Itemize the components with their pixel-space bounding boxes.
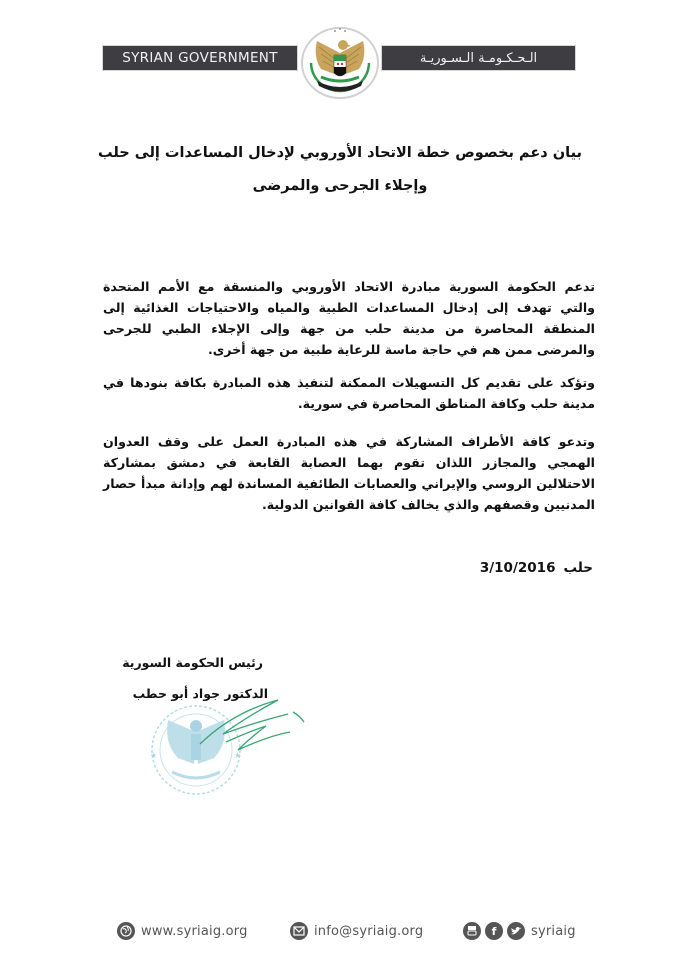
dateline-place: حلب bbox=[563, 560, 593, 576]
seal-stamp-icon bbox=[138, 692, 308, 802]
dateline bbox=[480, 560, 593, 576]
email-link[interactable]: info@syriaig.org bbox=[314, 923, 424, 939]
social-handle[interactable]: syriaig bbox=[531, 923, 576, 939]
header-bar-arabic bbox=[381, 45, 576, 71]
eagle-emblem-icon bbox=[299, 23, 381, 99]
globe-icon bbox=[117, 922, 135, 940]
svg-text:★: ★ bbox=[234, 751, 242, 760]
website-link[interactable]: www.syriaig.org bbox=[141, 923, 248, 939]
footer-website[interactable] bbox=[117, 918, 248, 944]
svg-text:★: ★ bbox=[150, 751, 158, 760]
dateline-date: 3/10/2016 bbox=[479, 560, 556, 576]
footer-social bbox=[463, 918, 576, 944]
statement-title-line-1: بيان دعم بخصوص خطة الاتحاد الأوروبي لإدخال المساعدات إلى حلب bbox=[98, 145, 582, 161]
header-bar-english bbox=[102, 45, 298, 71]
body-paragraph-2: وتؤكد على تقديم كل التسهيلات الممكنة لتنفيذ هذه المبادرة بكافة بنودها في مدينة حلب وكافة المناطق المحاصرة في سورية. bbox=[103, 375, 595, 411]
signatory-name: الدكتور جواد أبو حطب bbox=[132, 686, 268, 701]
body-paragraph-1: تدعم الحكومة السورية مبادرة الاتحاد الأوروبي والمنسقة مع الأمم المتحدة والتي تهدف إلى إدخال المساعدات الطبية والمياه والاحتياجات الغذائية إلى المنطقة المحاصرة من مدينة حلب من جهة وإلى الإجلاء الطبي للجرحى والمرضى ممن هم في حاجة ماسة للرعاية طبية من جهة أخرى. bbox=[103, 279, 595, 357]
header-title-arabic: الـحـكـومـة الـسـوريـة bbox=[419, 50, 538, 66]
header-title-english: SYRIAN GOVERNMENT bbox=[122, 50, 278, 66]
government-emblem-logo bbox=[299, 23, 381, 99]
mail-icon bbox=[290, 922, 308, 940]
signatory-position: رئيس الحكومة السورية bbox=[122, 655, 263, 670]
footer-email[interactable] bbox=[290, 918, 423, 944]
twitter-icon[interactable] bbox=[507, 922, 525, 940]
official-stamp-with-signature bbox=[138, 692, 308, 802]
youtube-icon[interactable] bbox=[463, 922, 481, 940]
body-paragraph-3: وتدعو كافة الأطراف المشاركة في هذه المبادرة العمل على وقف العدوان الهمجي والمجازر اللذان تقوم بهما العصابة القابعة في دمشق بمشاركة الاحتلالين الروسي والإيراني والعصابات الطائفية المساندة لهم وإدانة مبدأ حصار المدنيين وقصفهم والذي يخالف كافة القوانين الدولية. bbox=[103, 434, 595, 512]
statement-title-line-2: وإجلاء الجرحى والمرضى bbox=[252, 178, 428, 194]
facebook-icon[interactable]: f bbox=[485, 922, 503, 940]
